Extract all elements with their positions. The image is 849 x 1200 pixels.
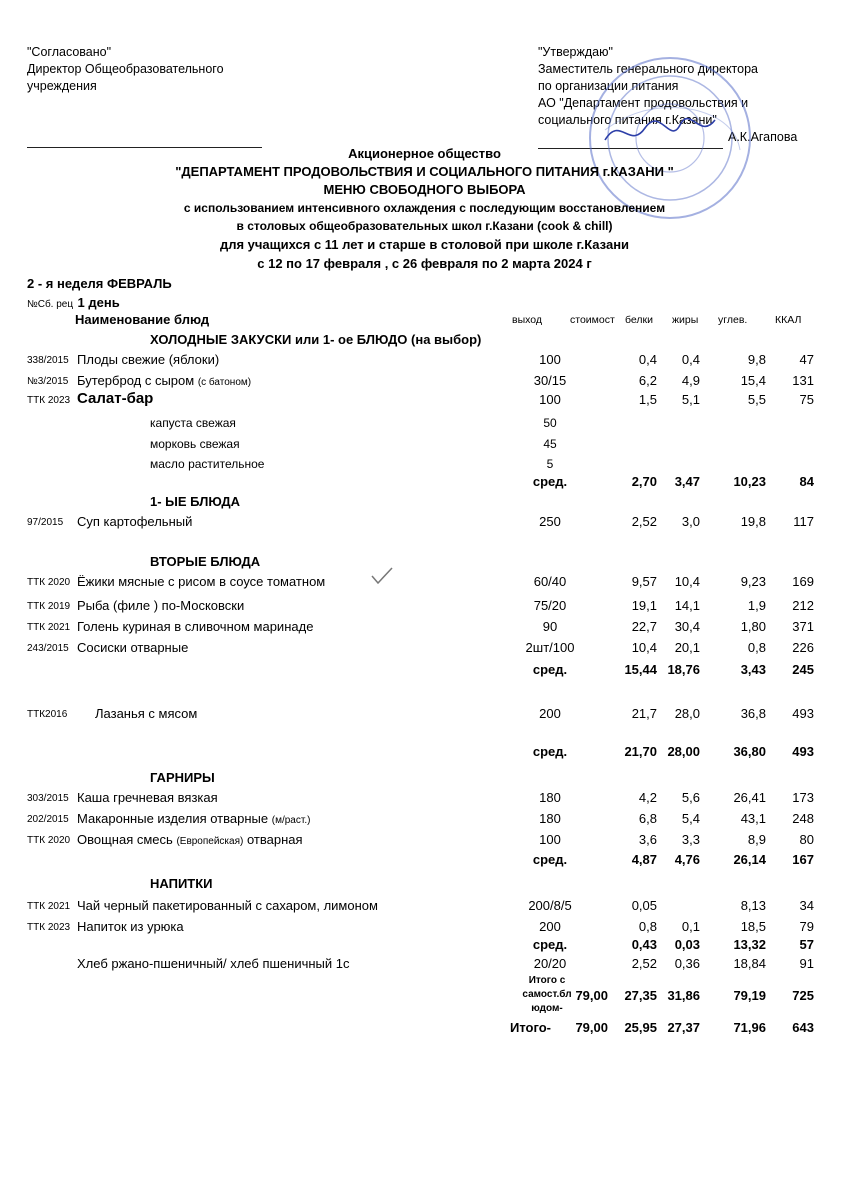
avg-carbs: 10,23 — [733, 474, 766, 489]
row-name-suffix: отварная — [246, 832, 303, 847]
row-kcal: 91 — [799, 956, 814, 971]
row-name: Рыба (филе ) по-Московски — [77, 598, 245, 613]
row-code: 338/2015 — [27, 355, 69, 366]
row-fat: 0,36 — [674, 956, 700, 971]
avg-fat: 4,76 — [674, 852, 700, 867]
total-label-line2: самост.бл — [522, 989, 572, 1000]
checkmark-icon — [370, 566, 394, 586]
avg-protein: 0,43 — [631, 937, 657, 952]
table-row — [0, 898, 849, 918]
total-row — [0, 1020, 849, 1040]
approval-left — [27, 44, 224, 95]
row-out: 200/8/5 — [528, 898, 572, 913]
table-row — [0, 640, 849, 660]
avg-protein: 4,87 — [631, 852, 657, 867]
row-protein: 19,1 — [631, 598, 657, 613]
row-protein: 10,4 — [631, 640, 657, 655]
col-fat: жиры — [672, 314, 699, 326]
row-out: 200 — [539, 706, 561, 721]
day-header — [27, 294, 120, 312]
row-carbs: 9,23 — [740, 574, 766, 589]
avg-label: сред. — [532, 662, 568, 677]
row-carbs: 18,84 — [733, 956, 766, 971]
avg-fat: 0,03 — [674, 937, 700, 952]
row-note: (м/раст.) — [271, 815, 311, 826]
row-protein: 0,05 — [631, 898, 657, 913]
row-name: Лазанья с мясом — [95, 706, 198, 721]
total-label: Итого- — [510, 1020, 551, 1035]
row-protein: 2,52 — [631, 514, 657, 529]
avg-carbs: 13,32 — [733, 937, 766, 952]
avg-kcal: 493 — [792, 744, 814, 759]
approval-left-line3: учреждения — [27, 79, 97, 93]
total-kcal: 725 — [792, 988, 814, 1003]
row-kcal: 212 — [792, 598, 814, 613]
row-fat: 0,1 — [681, 919, 700, 934]
title-line1: Акционерное общество — [348, 146, 501, 161]
row-name: Ёжики мясные с рисом в соусе томатном — [77, 574, 326, 589]
row-fat: 5,6 — [681, 790, 700, 805]
average-row — [0, 744, 849, 764]
row-name: Макаронные изделия отварные — [77, 811, 269, 826]
table-row — [0, 706, 849, 726]
avg-label: сред. — [532, 937, 568, 952]
row-name: Чай черный пакетированный с сахаром, лимоном — [77, 898, 378, 913]
row-out: 180 — [539, 811, 561, 826]
row-name: Плоды свежие (яблоки) — [77, 352, 220, 367]
signer-name: А.К.Агапова — [728, 130, 798, 144]
row-name: Напиток из урюка — [77, 919, 184, 934]
row-out: 60/40 — [533, 574, 567, 589]
avg-carbs: 3,43 — [740, 662, 766, 677]
table-row — [0, 574, 849, 594]
col-name: Наименование блюд — [75, 312, 210, 327]
row-protein: 4,2 — [638, 790, 657, 805]
row-out: 30/15 — [533, 373, 567, 388]
row-carbs: 0,8 — [747, 640, 766, 655]
row-out: 5 — [546, 457, 554, 471]
table-row — [0, 811, 849, 831]
avg-protein: 21,70 — [624, 744, 657, 759]
table-row — [0, 790, 849, 810]
row-fat: 10,4 — [674, 574, 700, 589]
average-row — [0, 852, 849, 872]
row-protein: 9,57 — [631, 574, 657, 589]
day-code: №Сб. рец — [27, 299, 74, 310]
row-name: Сосиски отварные — [77, 640, 189, 655]
approval-right-line1: "Утверждаю" — [538, 45, 613, 59]
avg-kcal: 167 — [792, 852, 814, 867]
row-fat: 30,4 — [674, 619, 700, 634]
row-carbs: 15,4 — [740, 373, 766, 388]
table-row — [0, 392, 849, 412]
row-kcal: 34 — [799, 898, 814, 913]
row-name: Каша гречневая вязкая — [77, 790, 218, 805]
row-code: 97/2015 — [27, 517, 64, 528]
approval-right-line3: по организации питания — [538, 79, 679, 93]
row-out: 100 — [539, 832, 561, 847]
row-fat: 3,3 — [681, 832, 700, 847]
row-kcal: 173 — [792, 790, 814, 805]
row-fat: 0,4 — [681, 352, 700, 367]
row-fat: 5,1 — [681, 392, 700, 407]
row-carbs: 8,13 — [740, 898, 766, 913]
total-fat: 31,86 — [667, 988, 700, 1003]
row-protein: 0,4 — [638, 352, 657, 367]
table-row — [0, 832, 849, 852]
row-carbs: 19,8 — [740, 514, 766, 529]
col-cost: стоимост — [570, 314, 615, 326]
row-out: 50 — [543, 416, 557, 430]
row-protein: 21,7 — [631, 706, 657, 721]
row-out: 2шт/100 — [525, 640, 575, 655]
total-label-line3: юдом- — [531, 1003, 563, 1014]
row-code: ТТК2016 — [27, 709, 68, 720]
section-cold-snacks: ХОЛОДНЫЕ ЗАКУСКИ или 1- ое БЛЮДО (на выбор) — [150, 332, 482, 347]
title-line3: МЕНЮ СВОБОДНОГО ВЫБОРА — [323, 182, 526, 197]
approval-right-line2: Заместитель генерального директора — [538, 62, 759, 76]
row-code: 243/2015 — [27, 643, 69, 654]
avg-fat: 28,00 — [667, 744, 700, 759]
average-row — [0, 474, 849, 494]
row-code: ТТК 2020 — [27, 835, 71, 846]
avg-protein: 2,70 — [631, 474, 657, 489]
col-protein: белки — [625, 314, 653, 326]
row-name: Голень куриная в сливочном маринаде — [77, 619, 314, 634]
total-fat: 27,37 — [667, 1020, 700, 1035]
table-row — [0, 919, 849, 939]
table-row — [0, 514, 849, 534]
row-out: 90 — [542, 619, 558, 634]
row-code: ТТК 2019 — [27, 601, 71, 612]
total-carbs: 79,19 — [733, 988, 766, 1003]
title-line2: "ДЕПАРТАМЕНТ ПРОДОВОЛЬСТВИЯ И СОЦИАЛЬНОГО ПИТАНИЯ г.КАЗАНИ " — [175, 164, 674, 179]
row-protein: 22,7 — [631, 619, 657, 634]
avg-protein: 15,44 — [624, 662, 657, 677]
row-out: 100 — [539, 392, 561, 407]
section-side-dishes: ГАРНИРЫ — [150, 770, 215, 785]
total-cost: 79,00 — [575, 1020, 608, 1035]
row-carbs: 5,5 — [747, 392, 766, 407]
total-kcal: 643 — [792, 1020, 814, 1035]
table-row — [0, 956, 849, 976]
row-fat: 5,4 — [681, 811, 700, 826]
approval-left-line1: "Согласовано" — [27, 45, 112, 59]
total-row — [0, 988, 849, 1008]
col-carbs: углев. — [718, 314, 748, 326]
average-row — [0, 937, 849, 957]
row-protein: 6,8 — [638, 811, 657, 826]
title-line6: для учащихся с 11 лет и старше в столовой при школе г.Казани — [219, 237, 630, 252]
row-carbs: 1,9 — [747, 598, 766, 613]
avg-label: сред. — [532, 474, 568, 489]
row-kcal: 75 — [799, 392, 814, 407]
row-name: морковь свежая — [150, 437, 240, 451]
row-out: 200 — [539, 919, 561, 934]
row-fat: 20,1 — [674, 640, 700, 655]
table-row — [0, 416, 849, 436]
table-row — [0, 598, 849, 618]
row-kcal: 226 — [792, 640, 814, 655]
row-kcal: 169 — [792, 574, 814, 589]
row-name-wrap — [77, 832, 303, 847]
row-kcal: 493 — [792, 706, 814, 721]
row-code: ТТК 2021 — [27, 901, 71, 912]
row-name: Бутерброд с сыром — [77, 373, 195, 388]
table-row — [0, 437, 849, 457]
average-row — [0, 662, 849, 682]
row-out: 20/20 — [533, 956, 567, 971]
row-protein: 6,2 — [638, 373, 657, 388]
row-fat: 4,9 — [681, 373, 700, 388]
avg-fat: 3,47 — [674, 474, 700, 489]
col-kcal: ККАЛ — [775, 314, 802, 326]
approval-right-line5: социального питания г.Казани" — [538, 113, 717, 127]
avg-kcal: 245 — [792, 662, 814, 677]
avg-carbs: 26,14 — [733, 852, 766, 867]
table-row — [0, 619, 849, 639]
row-code: №3/2015 — [27, 376, 69, 387]
row-carbs: 8,9 — [747, 832, 766, 847]
approval-left-line2: Директор Общеобразовательного — [27, 62, 224, 76]
row-protein: 1,5 — [638, 392, 657, 407]
row-carbs: 26,41 — [733, 790, 766, 805]
row-kcal: 117 — [793, 514, 814, 529]
day-label: 1 день — [77, 295, 120, 310]
avg-label: сред. — [532, 852, 568, 867]
row-name: Салат-бар — [77, 390, 154, 407]
row-name: Хлеб ржано-пшеничный/ хлеб пшеничный 1с — [77, 956, 350, 971]
total-protein: 25,95 — [624, 1020, 657, 1035]
total-carbs: 71,96 — [733, 1020, 766, 1035]
row-out: 45 — [543, 437, 557, 451]
row-carbs: 18,5 — [740, 919, 766, 934]
row-code: ТТК 2021 — [27, 622, 71, 633]
row-kcal: 80 — [799, 832, 814, 847]
table-row — [0, 352, 849, 372]
row-code: ТТК 2023 — [27, 395, 71, 406]
approval-right-line4: АО "Департамент продовольствия и — [538, 96, 749, 110]
row-kcal: 248 — [792, 811, 814, 826]
week-label: 2 - я неделя ФЕВРАЛЬ — [27, 276, 172, 291]
row-out: 100 — [539, 352, 561, 367]
row-note: (Европейская) — [176, 836, 244, 847]
row-protein: 3,6 — [638, 832, 657, 847]
title-line5: в столовых общеобразовательных школ г.Казани (cook & chill) — [236, 219, 613, 233]
row-carbs: 9,8 — [747, 352, 766, 367]
row-carbs: 43,1 — [740, 811, 766, 826]
row-note: (с батоном) — [197, 377, 252, 388]
section-second-courses: ВТОРЫЕ БЛЮДА — [150, 554, 261, 569]
row-fat: 14,1 — [674, 598, 700, 613]
row-name: Суп картофельный — [77, 514, 193, 529]
row-fat: 3,0 — [681, 514, 700, 529]
section-first-courses: 1- ЫЕ БЛЮДА — [150, 494, 241, 509]
row-protein: 2,52 — [631, 956, 657, 971]
avg-carbs: 36,80 — [733, 744, 766, 759]
row-name: Овощная смесь — [77, 832, 173, 847]
row-kcal: 371 — [792, 619, 814, 634]
row-carbs: 36,8 — [740, 706, 766, 721]
row-out: 75/20 — [533, 598, 567, 613]
total-cost: 79,00 — [575, 988, 608, 1003]
row-carbs: 1,80 — [740, 619, 766, 634]
section-drinks: НАПИТКИ — [150, 876, 213, 891]
avg-kcal: 57 — [799, 937, 814, 952]
row-code: ТТК 2023 — [27, 922, 71, 933]
row-out: 250 — [539, 514, 561, 529]
row-fat: 28,0 — [674, 706, 700, 721]
total-label-line1: Итого с — [528, 975, 566, 986]
avg-label: сред. — [532, 744, 568, 759]
row-name: капуста свежая — [150, 416, 236, 430]
row-name-wrap — [77, 811, 310, 826]
col-out: выход — [512, 314, 542, 326]
row-out: 180 — [539, 790, 561, 805]
row-code: ТТК 2020 — [27, 577, 71, 588]
avg-fat: 18,76 — [667, 662, 700, 677]
row-kcal: 47 — [799, 352, 814, 367]
row-kcal: 79 — [799, 919, 814, 934]
row-name-wrap — [77, 373, 251, 388]
title-line7: с 12 по 17 февраля , с 26 февраля по 2 марта 2024 г — [257, 256, 592, 271]
row-kcal: 131 — [792, 373, 814, 388]
row-protein: 0,8 — [638, 919, 657, 934]
row-code: 202/2015 — [27, 814, 69, 825]
row-name: масло растительное — [150, 457, 265, 471]
row-code: 303/2015 — [27, 793, 69, 804]
title-line4: с использованием интенсивного охлаждения с последующим восстановлением — [183, 201, 666, 215]
avg-kcal: 84 — [799, 474, 814, 489]
total-protein: 27,35 — [624, 988, 657, 1003]
